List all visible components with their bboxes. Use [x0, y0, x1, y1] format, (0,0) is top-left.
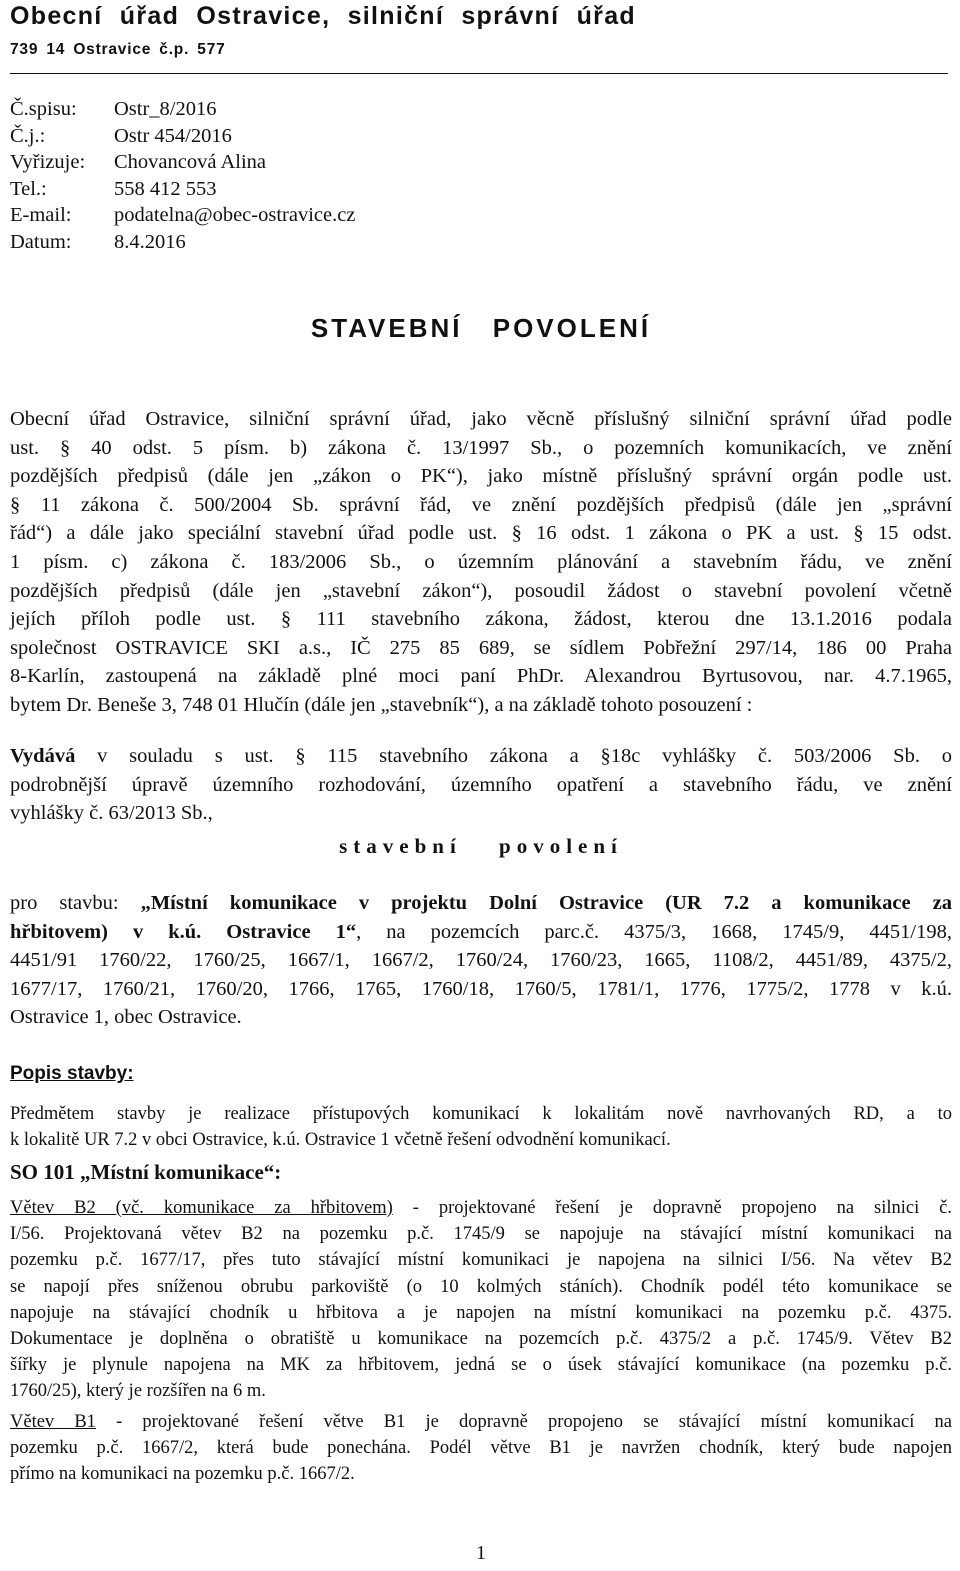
branch-b2-line: Dokumentace je doplněna o obratiště u komunikace na pozemcích p.č. 4375/2 a p.č. 1745/9. Větev B2 — [10, 1329, 952, 1350]
construction-name: hřbitovem) v k.ú. Ostravice 1“ — [10, 920, 357, 943]
construction-line — [10, 889, 952, 918]
meta-value: Ostr_8/2016 — [114, 98, 217, 120]
header-divider — [10, 73, 948, 74]
meta-value: 8.4.2016 — [114, 230, 186, 253]
meta-value-email: podatelna@obec-ostravice.cz — [114, 204, 356, 226]
intro-line: pozdějších předpisů (dále jen „zákon o PK“), jako místně příslušný správní orgán podle ust. — [10, 465, 952, 488]
branch-b2-line: pozemku p.č. 1677/17, přes tuto stávající místní komunikaci je napojena na silnici I/56. Na větev B2 — [10, 1250, 952, 1271]
meta-row-file-number — [10, 96, 355, 123]
intro-line: pozdějších předpisů (dále jen „stavební zákon“), posoudil žádost o stavební povolení včetně — [10, 579, 952, 602]
meta-row-date — [10, 229, 355, 256]
reference-block — [10, 96, 355, 255]
branch-b2-line: šířky je plynule napojena na MK za hřbitovem, jedná se o úsek stávající komunikace (na pozemku p.č. — [10, 1355, 952, 1376]
branch-b1-line: pozemku p.č. 1667/2, která bude ponechána. Podél větve B1 je navržen chodník, který bude napojen — [10, 1438, 952, 1459]
meta-label: Č.spisu: — [10, 98, 77, 120]
construction-line: Ostravice 1, obec Ostravice. — [10, 1006, 242, 1029]
issuance-line: vyhlášky č. 63/2013 Sb., — [10, 802, 213, 825]
branch-b2-line: 1760/25), který je rozšířen na 6 m. — [10, 1381, 266, 1402]
branch-b2-line: I/56. Projektovaná větev B2 na pozemku p.č. 1745/9 se napojuje na stávající místní komunikaci na — [10, 1224, 952, 1245]
description-line: k lokalitě UR 7.2 v obci Ostravice, k.ú. Ostravice 1 včetně řešení odvodnění komunikací. — [10, 1130, 671, 1150]
description-heading: Popis stavby: — [10, 1063, 134, 1084]
branch-b2-line: napojuje na stávající chodník u hřbitova a je napojen na místní komunikaci na pozemku p.č. 4375. — [10, 1302, 952, 1323]
issuance-text: v souladu s ust. § 115 stavebního zákona a §18c vyhlášky č. 503/2006 Sb. o — [75, 745, 952, 767]
branch-b1-text: - projektované řešení větve B1 je dopravně propojeno se stávající místní komunikací na — [95, 1412, 952, 1432]
issuance-verb: Vydává — [10, 745, 76, 767]
intro-line: řád“) a dále jako speciální stavební úřad podle ust. § 16 odst. 1 zákona o PK a ust. § 15 odst. — [10, 522, 952, 545]
intro-line: Obecní úřad Ostravice, silniční správní úřad, jako věcně příslušný silniční správní úřad podle — [10, 408, 952, 430]
intro-line: bytem Dr. Beneše 3, 748 01 Hlučín (dále jen „stavebník“), a na základě tohoto posouzení : — [10, 693, 753, 716]
meta-label: Vyřizuje: — [10, 151, 86, 173]
branch-b1-line — [10, 1409, 952, 1435]
construction-line: 1677/17, 1760/21, 1760/20, 1766, 1765, 1760/18, 1760/5, 1781/1, 1776, 1775/2, 1778 v k.ú. — [10, 977, 952, 1000]
construction-line — [10, 918, 952, 947]
branch-b2-line — [10, 1195, 952, 1221]
issuance-paragraph — [10, 742, 952, 828]
meta-label: Tel.: — [10, 177, 47, 200]
branch-b1-line: přímo na komunikaci na pozemku p.č. 1667/2. — [10, 1464, 355, 1485]
issuance-line: podrobnější úpravě územního rozhodování, územního opatření a stavebního řádu, ve znění — [10, 773, 952, 796]
intro-line: ust. § 40 odst. 5 písm. b) zákona č. 13/1997 Sb., o pozemních komunikacích, ve znění — [10, 436, 952, 459]
construction-paragraph — [10, 889, 952, 1032]
construction-name: „Místní komunikace v projektu Dolní Ostravice (UR 7.2 a komunikace za — [140, 892, 952, 914]
meta-value: Ostr 454/2016 — [114, 124, 232, 147]
intro-line: společnost OSTRAVICE SKI a.s., IČ 275 85 689, se sídlem Pobřežní 297/14, 186 00 Praha — [10, 636, 952, 659]
branch-b2-line: se napojí přes sníženou obrubu parkoviště (o 10 kolmých stáních). Chodník podél této komunikace se — [10, 1276, 952, 1297]
description-paragraph — [10, 1101, 952, 1153]
meta-row-email — [10, 202, 355, 229]
meta-row-phone — [10, 176, 355, 203]
document-title: STAVEBNÍ POVOLENÍ — [310, 313, 652, 343]
meta-row-reference-number — [10, 123, 355, 150]
construction-line: 4451/91 1760/22, 1760/25, 1667/1, 1667/2, 1760/24, 1760/23, 1665, 1108/2, 4451/89, 4375/2, — [10, 949, 952, 972]
permit-heading: stavební povolení — [339, 834, 623, 858]
construction-text: , na pozemcích parc.č. 4375/3, 1668, 1745/9, 4451/198, — [356, 920, 952, 943]
page-number: 1 — [476, 1542, 486, 1564]
intro-line: § 11 zákona č. 500/2004 Sb. správní řád, ve znění pozdějších předpisů (dále jen „správní — [10, 493, 952, 516]
intro-paragraph — [10, 405, 952, 720]
meta-label: Č.j.: — [10, 124, 46, 147]
branch-b1-label: Větev B1 — [10, 1412, 96, 1432]
branch-b2-text: - projektované řešení je dopravně propojeno na silnici č. — [392, 1198, 953, 1218]
construction-prefix: pro stavbu: — [10, 892, 141, 914]
branch-b2-paragraph — [10, 1195, 952, 1405]
description-line: Předmětem stavby je realizace přístupových komunikací k lokalitám nově navrhovaných RD, a to — [10, 1104, 952, 1124]
issuance-line — [10, 742, 952, 771]
meta-value: 558 412 553 — [114, 177, 217, 200]
intro-line: jejích příloh podle ust. § 111 stavebního zákona, žádost, kterou dne 13.1.2016 podala — [10, 608, 952, 631]
meta-row-handled-by — [10, 149, 355, 176]
intro-line: 1 písm. c) zákona č. 183/2006 Sb., o územním plánování a stavebním řádu, ve znění — [10, 550, 952, 573]
branch-b1-paragraph — [10, 1409, 952, 1488]
office-header-title: Obecní úřad Ostravice, silniční správní úřad — [10, 2, 636, 30]
intro-line: 8-Karlín, zastoupená na základě plné moci paní PhDr. Alexandrou Byrtusovou, nar. 4.7.1965, — [10, 665, 952, 688]
office-address: 739 14 Ostravice č.p. 577 — [10, 41, 226, 58]
so101-heading: SO 101 „Místní komunikace“: — [10, 1160, 282, 1184]
meta-label: E-mail: — [10, 204, 72, 226]
branch-b2-label: Větev B2 (vč. komunikace za hřbitovem) — [10, 1198, 393, 1218]
meta-label: Datum: — [10, 230, 72, 253]
meta-value: Chovancová Alina — [114, 151, 267, 173]
